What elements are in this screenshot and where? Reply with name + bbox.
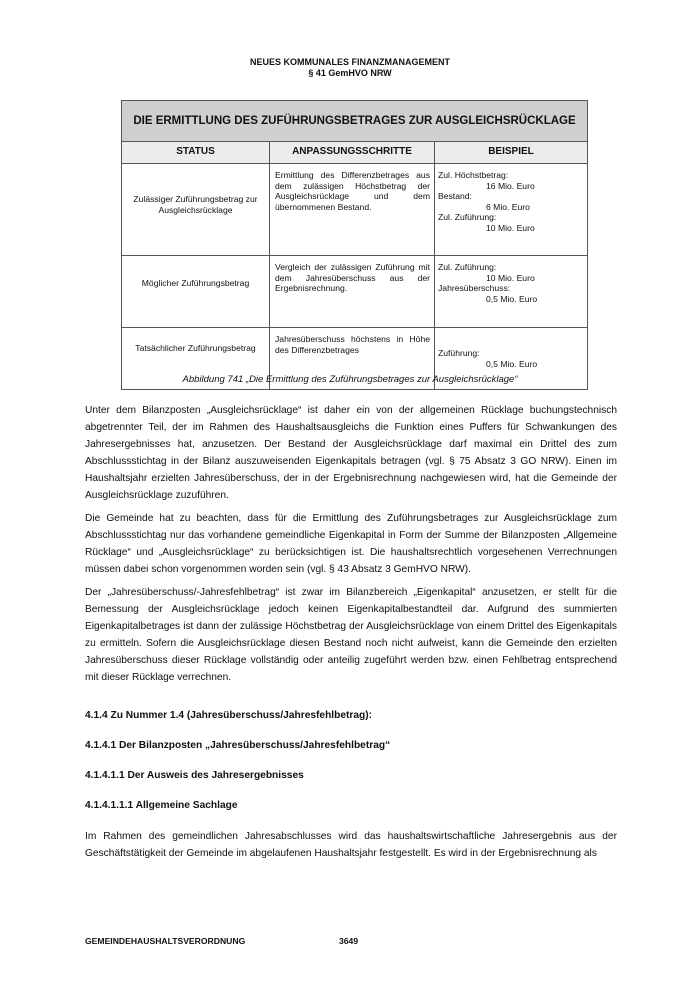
example-label: Zul. Höchstbetrag: [438,170,509,180]
paragraph: Der „Jahresüberschuss/-Jahresfehlbetrag“ ist zwar im Bilanzbereich „Eigenkapital“ anzusetzen, er stellt für die Bemessung der Ausgleichsrücklage jedoch keinen Eigenkapitalbestandteil dar. Aufgrund des summierten Eigenkapitalbetrages ist dann der zulässige Höchstbetrag der Ausgleichsrücklage von einem Drittel des Eigenkapitals zu ermitteln. Sofern die Ausgleichsrücklage diesen Bestand noch nicht aufweist, kann die Gemeinde den erzielten Jahresüberschuss dieser Rücklage vollständig oder anteilig zugeführt werden bzw. einen Fehlbetrag entsprechend mit dieser Rücklage verrechnen. [85,587,617,683]
paragraph: Unter dem Bilanzposten „Ausgleichsrücklage“ ist daher ein von der allgemeinen Rücklage buchungstechnisch abgetrennter Teil, der im Rahmen des Haushaltsausgleichs die Funktion eines Puffers für Schwankungen des Jahresergebnisses hat, anzusetzen. Der Bestand der Ausgleichsrücklage darf maximal ein Drittel des zum Abschlussstichtag in der Bilanz auszuweisenden Eigenkapitals betragen (vgl. § 75 Absatz 3 GO NRW). Einen im Haushaltsjahr erzielten Jahresüberschuss, der in der Ergebnisrechnung nachgewiesen wird, hat die Gemeinde der Ausgleichsrücklage zuzuführen. [85,405,617,501]
section-heading: 4.1.4.1.1 Der Ausweis des Jahresergebnisses [85,770,304,781]
example-value: 0,5 Mio. Euro [486,358,538,369]
example-label: Zul. Zuführung: [438,212,497,223]
status-cell: Möglicher Zuführungsbetrag [122,256,270,328]
column-header-steps: ANPASSUNGSSCHRITTE [270,142,435,164]
zufuehrung-table [121,100,588,390]
step-cell: Ermittlung des Differenzbetrages aus dem zulässigen Höchstbetrag der Ausgleichsrücklage und dem übernommenen Bestand. [270,164,435,256]
example-label: Zul. Zuführung: [438,262,497,272]
header-line-1: NEUES KOMMUNALES FINANZMANAGEMENT [250,57,450,67]
header-line-2: § 41 GemHVO NRW [308,68,392,78]
example-value: 10 Mio. Euro [486,272,535,283]
example-label: Bestand: [438,191,472,202]
example-label: Zuführung: [438,348,480,358]
section-heading: 4.1.4.1.1.1 Allgemeine Sachlage [85,800,238,811]
table-header-row [122,142,588,164]
footer-title: GEMEINDEHAUSHALTSVERORDNUNG [85,936,246,946]
figure-caption: Abbildung 741 „Die Ermittlung des Zuführungsbetrages zur Ausgleichsrücklage“ [182,374,518,385]
column-header-example: BEISPIEL [435,142,588,164]
section-heading: 4.1.4 Zu Nummer 1.4 (Jahresüberschuss/Jahresfehlbetrag): [85,710,373,721]
example-value: 16 Mio. Euro [486,180,535,191]
status-cell: Tatsächlicher Zuführungsbetrag [122,328,270,390]
page-number: 3649 [339,936,359,946]
status-cell: Zulässiger Zuführungsbetrag zur Ausgleichsrücklage [122,164,270,256]
example-value: 10 Mio. Euro [486,222,535,233]
table-title: DIE ERMITTLUNG DES ZUFÜHRUNGSBETRAGES ZUR AUSGLEICHSRÜCKLAGE [122,101,588,142]
example-label: Jahresüberschuss: [438,283,511,294]
page-header [0,57,700,79]
step-cell: Jahresüberschuss höchstens in Höhe des Differenzbetrages [270,328,435,390]
table-row [122,164,588,256]
table-row [122,256,588,328]
example-cell [435,164,588,256]
paragraph: Im Rahmen des gemeindlichen Jahresabschlusses wird das haushaltswirtschaftliche Jahresergebnis aus der Geschäftstätigkeit der Gemeinde im abgelaufenen Haushaltsjahr festgestellt. Es wird in der Ergebnisrechnung als [85,831,617,859]
example-value: 6 Mio. Euro [486,201,530,212]
section-heading: 4.1.4.1 Der Bilanzposten „Jahresüberschuss/Jahresfehlbetrag“ [85,740,391,751]
example-value: 0,5 Mio. Euro [486,293,538,304]
step-cell: Vergleich der zulässigen Zuführung mit dem Jahresüberschuss aus der Ergebnisrechnung. [270,256,435,328]
column-header-status: STATUS [122,142,270,164]
example-cell [435,256,588,328]
paragraph: Die Gemeinde hat zu beachten, dass für die Ermittlung des Zuführungsbetrages zur Ausgleichsrücklage zum Abschlussstichtag nur das vorhandene gemeindliche Eigenkapital in Form der Summe der Bilanzposten „Allgemeine Rücklage“ und „Ausgleichsrücklage“ zu berücksichtigen ist. Die haushaltsrechtlich vorgesehenen Verrechnungen müssen dabei schon vorgenommen worden sein (vgl. § 43 Absatz 3 GemHVO NRW). [85,513,617,575]
